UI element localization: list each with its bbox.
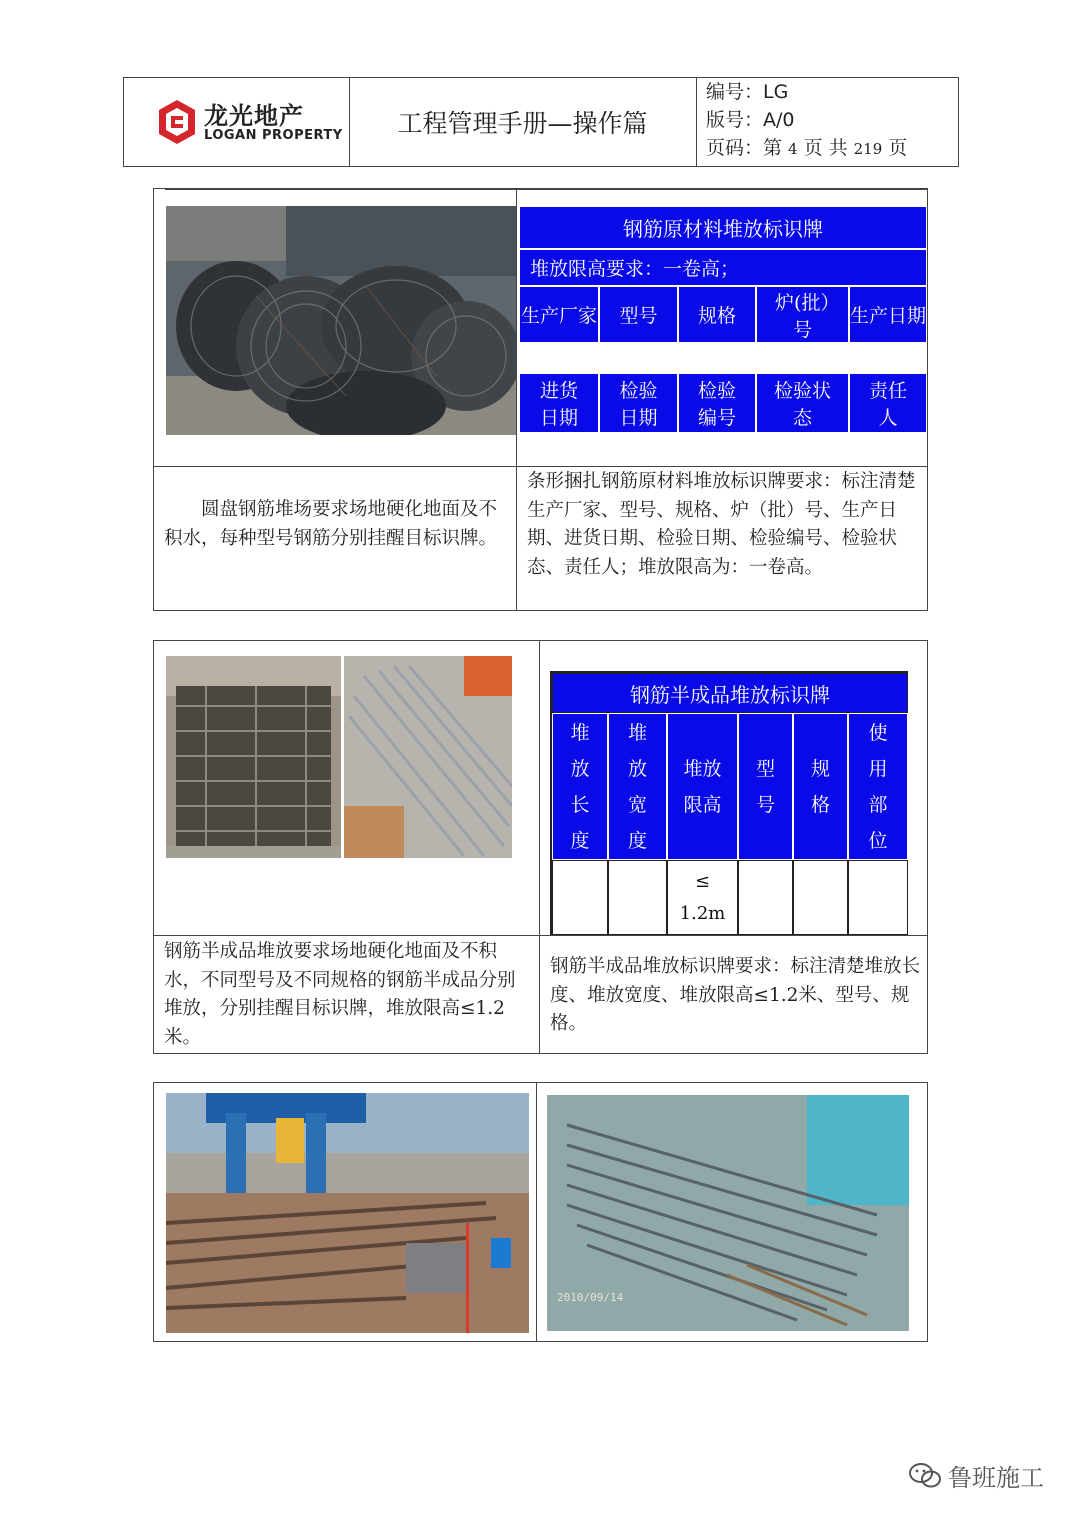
sign2-blank: [552, 860, 608, 935]
sign-blank: [519, 433, 599, 464]
sign2-col-model: 型号: [738, 713, 793, 860]
sign-cell-responsible: 责任人: [849, 373, 927, 433]
watermark-text: 鲁班施工: [948, 1464, 1044, 1492]
sign-cell-inspect-no: 检验编号: [678, 373, 756, 433]
page-info: [706, 134, 968, 163]
sign2-col-length: 堆放长度: [552, 713, 608, 860]
photo-semi-finished-stack: [166, 656, 341, 858]
sign2-blank: [848, 860, 908, 935]
logo-cell: [124, 78, 350, 166]
sign-cell-spec: 规格: [678, 286, 756, 343]
sign2-height-symbol: ≤: [694, 870, 711, 892]
document-header: [123, 77, 959, 167]
sign-blank: [678, 343, 756, 373]
photo-semi-finished-bars: [344, 656, 512, 858]
sign-blank: [849, 433, 927, 464]
sign-cell-inspect-status: 检验状态: [756, 373, 849, 433]
sign-cell-manufacturer: 生产厂家: [519, 286, 599, 343]
sign2-blank: [608, 860, 667, 935]
page-prefix: 页码：第: [706, 137, 783, 159]
section1-double-top: [165, 188, 927, 190]
sign-cell-batch: 炉(批）号: [756, 286, 849, 343]
sign-title: 钢筋原材料堆放标识牌: [519, 206, 927, 249]
sign2-blank: [793, 860, 848, 935]
section1-divider-h: [153, 466, 928, 467]
sign-blank: [756, 343, 849, 373]
section2-left-text: 钢筋半成品堆放要求场地硬化地面及不积水，不同型号及不同规格的钢筋半成品分别堆放，分别挂醒目标识牌，堆放限高≤1.2米。: [164, 941, 516, 1048]
doc-version: 版号：A/0: [706, 109, 795, 131]
sign-blank: [849, 343, 927, 373]
photo-date-stamp: 2010/09/14: [557, 1291, 624, 1304]
page-mid: 页 共: [803, 137, 848, 159]
sign-cell-inspect-date: 检验日期: [599, 373, 678, 433]
section3-divider-v: [536, 1082, 537, 1342]
section2-divider-v: [539, 640, 540, 1054]
watermark: [908, 1458, 1044, 1493]
page-current: 4: [788, 140, 798, 158]
page-total: 219: [853, 140, 883, 158]
section2-right-text: 钢筋半成品堆放标识牌要求：标注清楚堆放长度、堆放宽度、堆放限高≤1.2米、型号、规格。: [550, 956, 921, 1034]
document-info: [696, 78, 968, 166]
sign-blank: [756, 433, 849, 464]
sign-cell-arrival-date: 进货日期: [519, 373, 599, 433]
photo-wire-coils: [166, 206, 516, 435]
sign-blank: [678, 433, 756, 464]
section2-divider-h: [153, 935, 928, 936]
photo-bent-rebar: [547, 1095, 909, 1331]
document-title: 工程管理手册—操作篇: [349, 78, 697, 166]
sign-cell-model: 型号: [599, 286, 678, 343]
section1-right-text: 条形捆扎钢筋原材料堆放标识牌要求：标注清楚生产厂家、型号、规格、炉（批）号、生产日期、进货日期、检验日期、检验编号、检验状态、责任人；堆放限高为：一卷高。: [527, 471, 916, 578]
sign2-title: 钢筋半成品堆放标识牌: [552, 673, 908, 713]
sign-cell-prod-date: 生产日期: [849, 286, 927, 343]
section1-divider-v: [516, 188, 517, 611]
sign-limit: 堆放限高要求：一卷高；: [519, 249, 927, 286]
sign2-col-width: 堆放宽度: [608, 713, 667, 860]
logo-text-en: LOGAN PROPERTY: [204, 128, 343, 143]
semi-finished-sign: [550, 671, 908, 935]
doc-number: 编号：LG: [706, 81, 789, 103]
sign-blank: [519, 343, 599, 373]
page-suffix: 页: [888, 137, 908, 159]
sign2-col-usage: 使用部位: [848, 713, 908, 860]
section1-left-text: 圆盘钢筋堆场要求场地硬化地面及不积水，每种型号钢筋分别挂醒目标识牌。: [164, 499, 498, 549]
logo-text-cn: 龙光地产: [204, 102, 304, 130]
photo-rebar-yard: [166, 1093, 529, 1333]
sign2-height-value: [667, 860, 738, 935]
sign2-blank: [738, 860, 793, 935]
sign2-col-spec: 规格: [793, 713, 848, 860]
sign2-height-number: 1.2m: [679, 902, 726, 924]
raw-material-sign: [519, 206, 927, 464]
sign-blank: [599, 343, 678, 373]
sign-blank: [599, 433, 678, 464]
sign2-col-height: 堆放限高: [667, 713, 738, 860]
logan-logo-icon: [157, 98, 197, 146]
wechat-icon: [908, 1461, 942, 1491]
